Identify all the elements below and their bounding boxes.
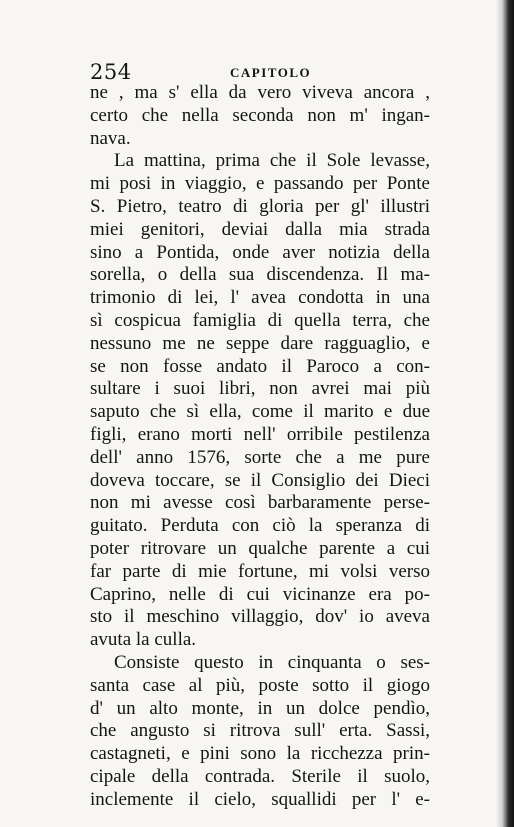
text-line: doveva toccare, se il Consiglio dei Dieci xyxy=(90,469,430,491)
text-line: sino a Pontida, onde aver notizia della xyxy=(90,241,430,263)
text-line: dell' anno 1576, sorte che a me pure xyxy=(90,446,430,468)
text-line: non mi avesse così barbaramente perse- xyxy=(90,492,430,514)
text-line: Caprino, nelle di cui vicinanze era po- xyxy=(90,583,430,605)
text-line: nava. xyxy=(90,127,131,149)
text-line: Consiste questo in cinquanta o ses- xyxy=(114,651,430,673)
text-line: sorella, o della sua discendenza. Il ma- xyxy=(90,264,430,286)
running-head: CAPITOLO xyxy=(230,65,312,80)
text-line: santa case al più, poste sotto il giogo xyxy=(90,674,430,696)
text-line: sultare i suoi libri, non avrei mai più xyxy=(90,378,430,400)
text-line: inclemente il cielo, squallidi per l' e- xyxy=(90,788,430,810)
text-line: La mattina, prima che il Sole levasse, xyxy=(114,150,430,172)
text-line: S. Pietro, teatro di gloria per gl' illustri xyxy=(90,195,430,217)
text-line: miei genitori, deviai dalla mia strada xyxy=(90,218,430,240)
text-line: cipale della contrada. Sterile il suolo, xyxy=(90,765,430,787)
text-line: trimonio di lei, l' avea condotta in una xyxy=(90,287,430,309)
text-line: sì cospicua famiglia di quella terra, che xyxy=(90,309,430,331)
page-binding-edge xyxy=(496,0,514,827)
text-line: nessuno me ne seppe dare ragguaglio, e xyxy=(90,332,430,354)
text-line: sto il meschino villaggio, dov' io aveva xyxy=(90,606,430,628)
text-line: avuta la culla. xyxy=(90,629,197,651)
text-line: se non fosse andato il Paroco a con- xyxy=(90,355,430,377)
body-text xyxy=(90,82,430,812)
page-number: 254 xyxy=(90,60,132,84)
text-line: castagneti, e pini sono la ricchezza prin- xyxy=(90,743,430,765)
text-line: mi posi in viaggio, e passando per Ponte xyxy=(90,173,430,195)
text-line: poter ritrovare un qualche parente a cui xyxy=(90,537,430,559)
text-line: d' un alto monte, in un dolce pendìo, xyxy=(90,697,430,719)
text-line: certo che nella seconda non m' ingan- xyxy=(90,104,430,126)
text-line: guitato. Perduta con ciò la speranza di xyxy=(90,515,430,537)
text-line: saputo che sì ella, come il marito e due xyxy=(90,401,430,423)
text-line: far parte di mie fortune, mi volsi verso xyxy=(90,560,430,582)
text-line: figli, erano morti nell' orribile pestilenza xyxy=(90,423,430,445)
text-line: che angusto si ritrova sull' erta. Sassi, xyxy=(90,720,430,742)
text-line: ne , ma s' ella da vero viveva ancora , xyxy=(90,82,430,103)
